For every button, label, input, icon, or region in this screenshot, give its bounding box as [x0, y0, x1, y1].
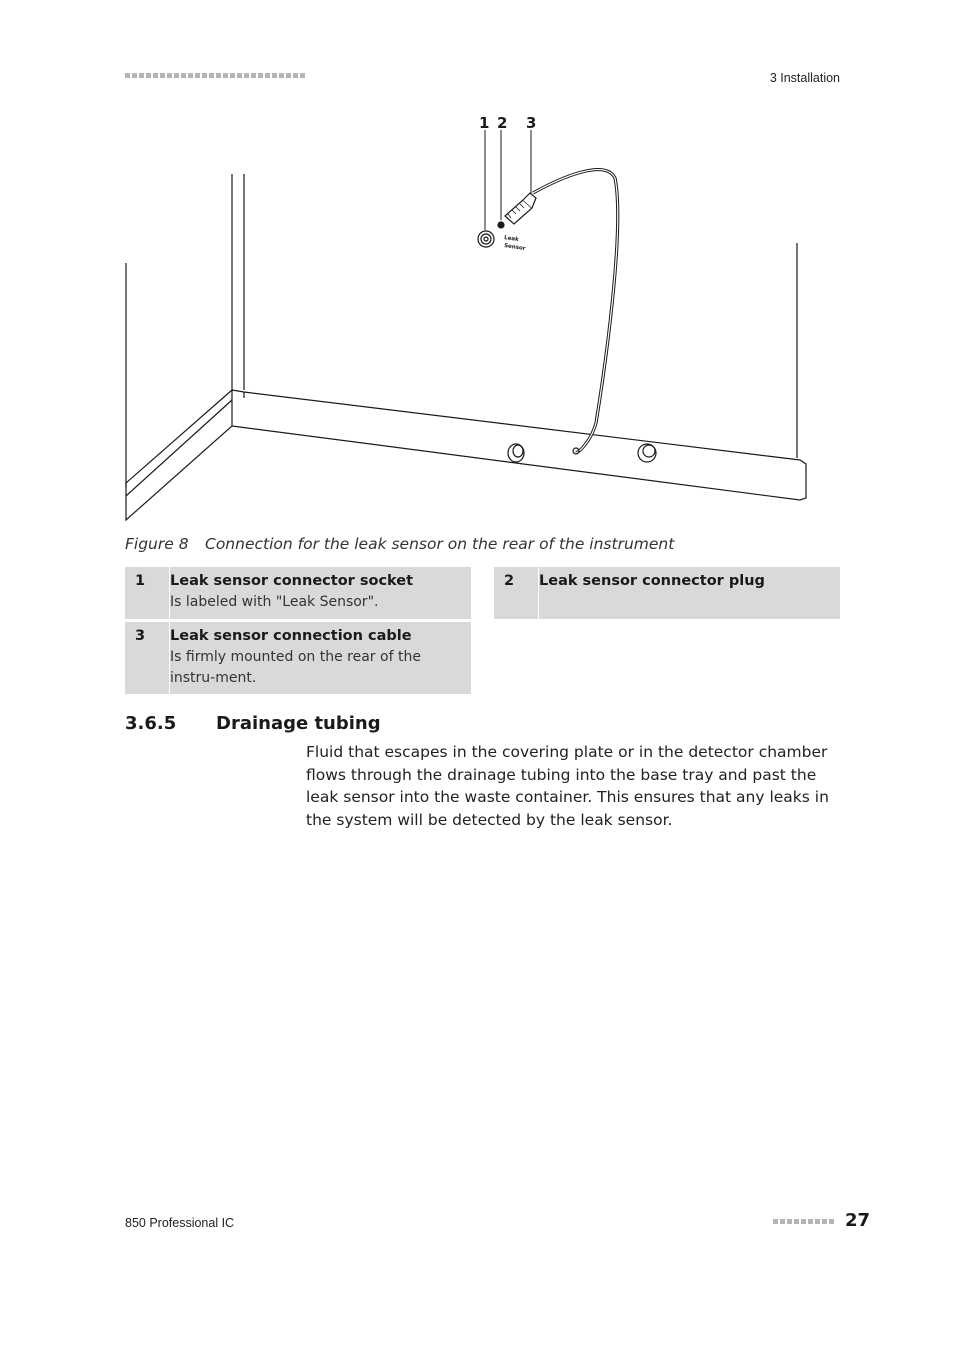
base-foot-right-inner [643, 445, 655, 457]
figure-caption [125, 535, 674, 553]
decoration-square [125, 73, 130, 78]
callout-label-2: 2 [497, 114, 508, 132]
decoration-square [153, 73, 158, 78]
decoration-square [181, 73, 186, 78]
footer-decoration [773, 1219, 834, 1224]
socket-label-line-2: Sensor [503, 243, 526, 252]
decoration-square [195, 73, 200, 78]
decoration-square [801, 1219, 806, 1224]
decoration-square [822, 1219, 827, 1224]
callout-label-1: 1 [479, 114, 490, 132]
decoration-square [251, 73, 256, 78]
figure-number: Figure 8 [125, 535, 189, 553]
decoration-square [794, 1219, 799, 1224]
legend-description: Is firmly mounted on the rear of the instru-ment. [170, 649, 421, 686]
decoration-square [265, 73, 270, 78]
leak-sensor-cable [533, 170, 618, 453]
decoration-square [829, 1219, 834, 1224]
legend-description: Is labeled with "Leak Sensor". [170, 594, 379, 610]
decoration-square [286, 73, 291, 78]
socket-label-line-1: Leak [503, 235, 520, 244]
footer-product-name: 850 Professional IC [125, 1216, 235, 1230]
decoration-square [780, 1219, 785, 1224]
decoration-square [773, 1219, 778, 1224]
decoration-square [223, 73, 228, 78]
legend-item-2 [494, 567, 840, 619]
leak-sensor-cable-inner [533, 170, 618, 453]
legend-item-3 [125, 622, 471, 694]
base-left-inner [126, 400, 232, 496]
decoration-square [209, 73, 214, 78]
page-number: 27 [845, 1210, 871, 1231]
decoration-square [146, 73, 151, 78]
decoration-square [808, 1219, 813, 1224]
legend-title: Leak sensor connection cable [170, 628, 412, 644]
decoration-square [815, 1219, 820, 1224]
decoration-square [139, 73, 144, 78]
legend-number: 3 [125, 622, 170, 694]
callout-label-3: 3 [526, 114, 537, 132]
decoration-square [188, 73, 193, 78]
legend-number: 1 [125, 567, 170, 619]
decoration-square [132, 73, 137, 78]
leak-sensor-connector-socket [478, 231, 494, 247]
decoration-square [244, 73, 249, 78]
decoration-square [230, 73, 235, 78]
decoration-square [279, 73, 284, 78]
base-foot-left-inner [513, 445, 523, 457]
decoration-square [300, 73, 305, 78]
decoration-square [174, 73, 179, 78]
decoration-square [167, 73, 172, 78]
decoration-square [272, 73, 277, 78]
decoration-square [787, 1219, 792, 1224]
legend-item-1 [125, 567, 471, 619]
legend-title: Leak sensor connector socket [170, 573, 414, 589]
decoration-square [160, 73, 165, 78]
legend-title: Leak sensor connector plug [539, 573, 765, 589]
header-decoration [125, 73, 305, 78]
base-left-side [126, 390, 232, 520]
decoration-square [202, 73, 207, 78]
legend-number: 2 [494, 567, 539, 619]
leak-sensor-connector-plug [498, 193, 536, 228]
decoration-square [258, 73, 263, 78]
section-body-paragraph: Fluid that escapes in the covering plate or in the detector chamber flows through the drainage tubing into the base tray and past the leak sensor into the waste container. This ensures that any leaks in the system will be detected by the leak sensor. [306, 743, 829, 829]
decoration-square [293, 73, 298, 78]
decoration-square [237, 73, 242, 78]
header-section-title: 3 Installation [769, 71, 840, 85]
figure-caption-text: Connection for the leak sensor on the rear of the instrument [205, 535, 675, 553]
section-title: Drainage tubing [216, 713, 381, 734]
section-number: 3.6.5 [125, 713, 177, 734]
decoration-square [216, 73, 221, 78]
leak-sensor-figure [120, 108, 820, 533]
